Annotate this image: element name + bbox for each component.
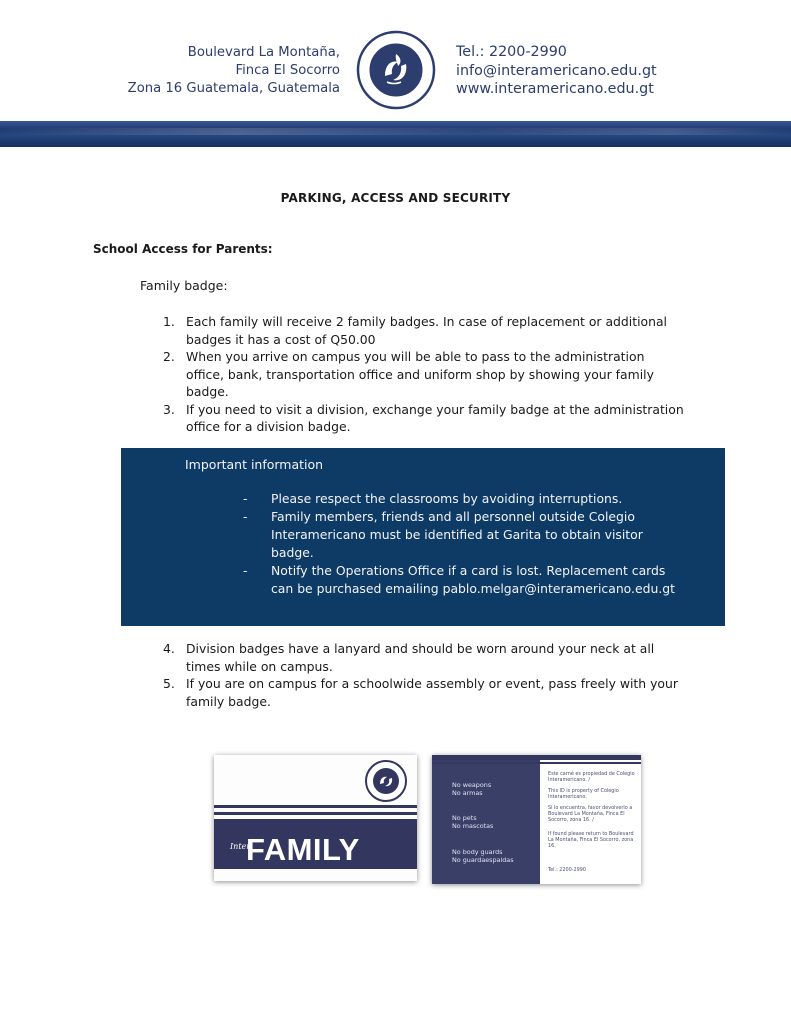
address-line-3: Zona 16 Guatemala, Guatemala (127, 81, 340, 96)
school-contact (456, 43, 657, 99)
list-item (163, 313, 686, 348)
badge-stripe (432, 755, 641, 760)
info-box-title: Important information (185, 457, 324, 472)
list-number: 3. (163, 401, 175, 417)
family-badge-subheading: Family badge: (140, 278, 228, 293)
list-number: 5. (163, 676, 175, 691)
header-banner-highlight (0, 128, 791, 135)
list-text: If you need to visit a division, exchange your family badge at the administration office for a division badge. (186, 401, 684, 434)
family-badge-front-image (214, 755, 417, 881)
document-title: PARKING, ACCESS AND SECURITY (280, 191, 511, 205)
important-information-box (121, 448, 725, 626)
steps-list-part1 (163, 313, 686, 436)
info-item-text: Please respect the classrooms by avoiding interruptions. (271, 491, 623, 506)
list-item (163, 348, 686, 401)
list-item: - Notify the Operations Office if a card is lost. Replacement cards can be purchased emailing pablo.melgar@interamericano.edu.gt (243, 563, 675, 596)
badge-seal-logo (364, 759, 408, 803)
list-item: - Please respect the classrooms by avoiding interruptions. (243, 491, 623, 506)
address-line-1: Boulevard La Montaña, (187, 45, 340, 60)
badge-stripe (432, 762, 641, 764)
badge-rule-pets: No pets No mascotas (452, 814, 494, 830)
contact-phone: Tel.: 2200-2990 (456, 44, 567, 60)
family-badge-back-image (432, 755, 641, 884)
badge-stripe (214, 805, 417, 808)
list-item (163, 675, 686, 710)
section-heading: School Access for Parents: (93, 242, 273, 256)
list-item: - Family members, friends and all personnel outside Colegio Interamericano must be identified at Garita to obtain visitor badge. (243, 509, 643, 560)
badge-inter-script: Inter (230, 842, 251, 851)
list-text: Division badges have a lanyard and should be worn around your neck at all times while on campus. (186, 641, 655, 674)
list-number: 2. (163, 349, 175, 364)
badge-rule-bodyguards: No body guards No guardaespaldas (452, 848, 514, 864)
school-seal-logo (356, 30, 436, 110)
list-number: 4. (163, 641, 175, 656)
badge-note-phone: Tel.: 2200-2990 (548, 867, 586, 873)
badge-stripe (214, 812, 417, 815)
list-text: When you arrive on campus you will be able to pass to the administration office, bank, transportation office and uniform shop by showing your family badge. (186, 349, 654, 399)
info-item-text: Notify the Operations Office if a card is lost. Replacement cards can be purchased emailing pablo.melgar@interamericano.edu.gt (271, 563, 675, 596)
school-address (100, 44, 340, 98)
badge-rule-weapons: No weapons No armas (452, 781, 492, 797)
list-item (163, 640, 686, 675)
list-item (163, 401, 686, 436)
contact-website: www.interamericano.edu.gt (456, 81, 654, 97)
info-item-text: Family members, friends and all personnel outside Colegio Interamericano must be identified at Garita to obtain visitor badge. (271, 509, 643, 560)
badge-note-return-en: If found please return to Boulevard La Montaña, Finca El Socorro, zona 16. (548, 831, 634, 850)
steps-list-part2 (163, 640, 686, 710)
list-number: 1. (163, 314, 175, 329)
list-text: Each family will receive 2 family badges. In case of replacement or additional badges it has a cost of Q50.00 (186, 314, 667, 347)
badge-note-property-en: This ID is property of Colegio Interamericano. (548, 788, 619, 801)
address-line-2: Finca El Socorro (235, 63, 340, 78)
info-box-list (243, 490, 688, 598)
list-text: If you are on campus for a schoolwide assembly or event, pass freely with your family badge. (186, 676, 678, 709)
badge-note-return-es: Si lo encuentra, favor devolverlo a Boulevard La Montaña, Finca El Socorro, zona 16. / (548, 805, 633, 824)
contact-email: info@interamericano.edu.gt (456, 62, 657, 79)
badge-note-property-es: Este carné es propiedad de Colegio Interamericano. / (548, 771, 635, 784)
badge-family-word: FAMILY (246, 832, 360, 867)
